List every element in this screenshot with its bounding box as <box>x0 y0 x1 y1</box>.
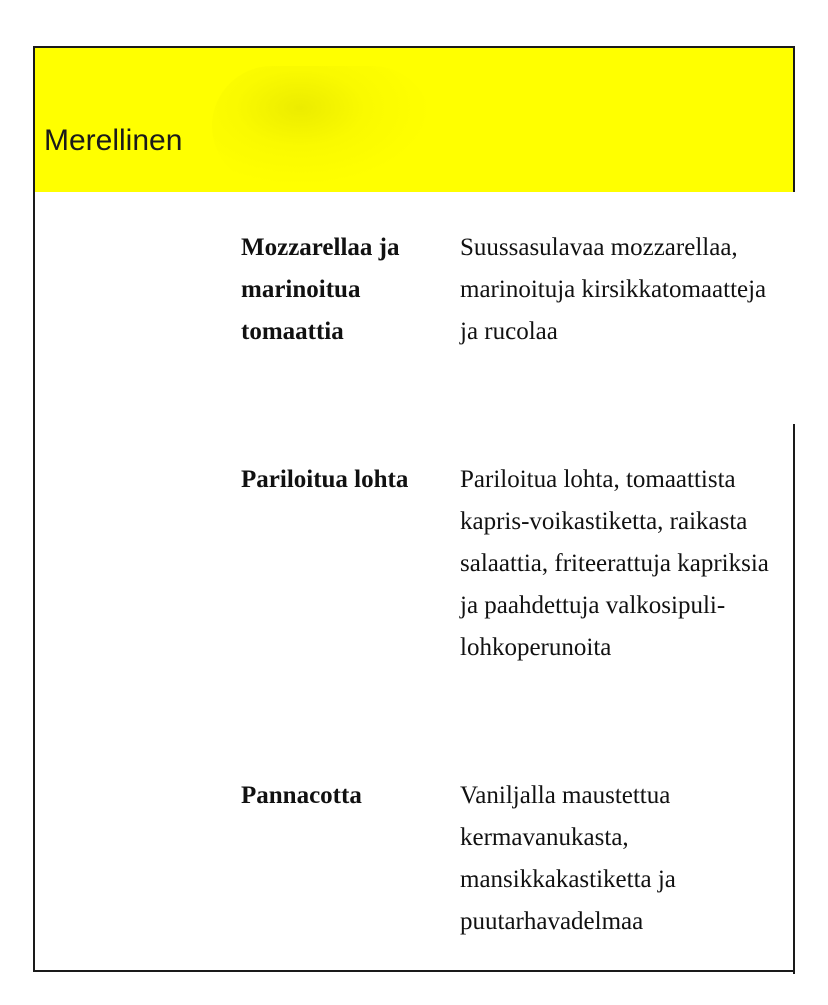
dish-name-dessert: Pannacotta <box>241 782 362 809</box>
dish-name-starter: Mozzarellaa ja marinoitua tomaattia <box>241 234 400 345</box>
card-border-right-bottom <box>793 424 795 974</box>
dish-name-main: Pariloitua lohta <box>241 466 409 493</box>
menu-title: Merellinen <box>44 124 183 157</box>
dish-description-main: Pariloitua lohta, tomaattista kapris-voikastiketta, raikasta salaattia, friteerattuja kapriksia ja paahdettuja valkosipuli-lohkoperunoita <box>460 466 769 661</box>
banner-smudge <box>212 66 432 186</box>
card-border-right-top <box>793 46 795 192</box>
dish-description-starter: Suussasulavaa mozzarellaa, marinoituja kirsikkatomaatteja ja rucolaa <box>460 234 767 345</box>
dish-description-dessert: Vaniljalla maustettua kermavanukasta, mansikkakastiketta ja puutarhavadelmaa <box>460 782 676 935</box>
